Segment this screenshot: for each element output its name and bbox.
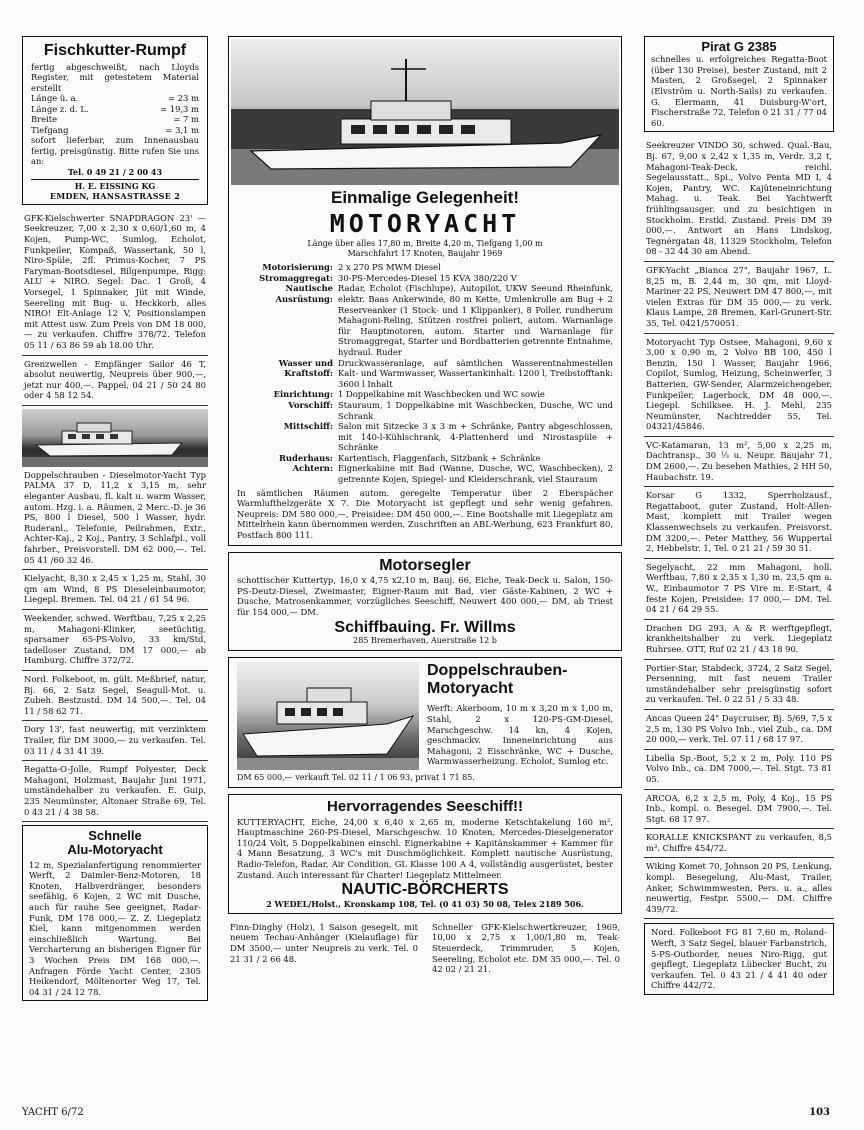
ad-sub: Länge über alles 17,80 m, Breite 4,20 m, Tiefgang 1,00 m: [307, 239, 543, 249]
ad-title: Pirat G 2385: [701, 39, 777, 54]
dims-table: [31, 93, 199, 135]
ad-price: DM 65 000,— verkauft Tel. 02 11 / 1 06 93, privat 1 71 85.: [237, 773, 475, 783]
ad-tel: Tel. 0 49 21 / 2 00 43: [67, 166, 163, 177]
ad-kicker: Einmalige Gelegenheit!: [331, 188, 519, 207]
ad-snapdragon: GFK-Kielschwerter SNAPDRAGON 23' — Seekreuzer, 7,00 x 2,30 x 0,60/1,60 m, 4 Kojen, Pump-WC, Sumlog, Echolot, Funkpeiler, Kompaß, Wassertank, 50 l, Niro-Spüle, 2fl. Primus-Kocher, 7 PS Faryman-Bootsdiesel, Bilgenpumpe, Rigg: ALU + NIRO. Segel: Dac. 1 Groß, 4 Vorsegel, 1 Spinnaker, Jüt mit Winde, Seereling mit Bug- u. Heckkorb, alles NIRO! Elt-Anlage 12 V, Positionslampen mit Attest usw. Zum Preis von DM 18 000,— zu verkaufen. Chiffre 378/72. Telefon 05 11 / 63 86 59 ab 18.00 Uhr.: [22, 210, 208, 356]
spec-label: Vorschiff:: [288, 399, 333, 410]
ad-korsar: Korsar G 1332, Sperrholzausf., Regattaboot, guter Zustand, Holt-Allen-Mast, komplett mit Trailer wegen Klassenwechsels zu verkaufen. Preisvorst. DM 3200,—. Peter Matthey, 56 Wuppertal 2, Hebbelstr. 1, Tel. 0 21 21 / 59 30 51.: [644, 487, 834, 559]
ad-dory: Dory 13', fast neuwertig, mit verzinktem Trailer, für DM 3000,— zu verkaufen. Tel. 03 11 / 4 31 41 39.: [22, 721, 208, 761]
ad-body: schnelles u. erfolgreiches Regatta-Boot (über 130 Preise), bester Zustand, mit 2 Masten, 2 Großsegel, 2 Spinnaker (Elvström u. North-Sails) zu verkaufen. G. Elermann, 41 Duisburg-W'ort, Fischerstraße 72, Telefon 0 21 31 / 77 04 60.: [651, 54, 827, 128]
dim-row: [31, 114, 199, 124]
column-right: [644, 36, 834, 1000]
ad-fischkutter: [22, 36, 208, 205]
spec-label: Nautische Ausrüstung:: [275, 283, 333, 304]
ad-koralle: KORALLE KNICKSPANT zu verkaufen, 8,5 m². Chiffre 454/72.: [644, 829, 834, 858]
spec-value: Kartentisch, Flaggenfach, Sitzbank + Schränke: [338, 452, 541, 463]
spec-label: Ruderhaus:: [278, 452, 333, 463]
ad-ostsee: Motoryacht Typ Ostsee, Mahagoni, 9,60 x 3,00 x 0,90 m, 2 Volvo BB 100, 450 l Benzin, 150 l Wasser, Baujahr 1966, Copilot, Sumlog, Heizung, Scheinwerfer, 3 Batterien, GW-Sender, Alarmzeichengeber, Funkpeiler, Lagerbock, DM 48 000,—. Liegepl. Schilksee. H. J. Mehl, 235 Neumünster, Nachtredder 55, Tel. 04321/45846.: [644, 334, 834, 437]
spec-value: Stauraum, 1 Doppelkabine mit Waschbecken, Dusche, WC und Schrank: [338, 399, 613, 421]
motoryacht-photo: [231, 39, 619, 185]
spec-value: Salon mit Sitzecke 3 x 3 m + Schränke, Pantry abgeschlossen, mit 140-l-Kühlschrank, 4-Plattenherd und Nirostaspüle + Schränke: [338, 421, 613, 453]
bottom-row: [228, 919, 622, 979]
ad-sub: Marschfahrt 17 Knoten, Baujahr 1969: [347, 249, 503, 259]
ad-kielyacht: Kielyacht, 8,30 x 2,45 x 1,25 m, Stahl, 30 qm am Wind, 8 PS Dieseleinbaumotor, Liegepl. Bremen. Tel. 04 21 / 61 54 96.: [22, 570, 208, 610]
ad-body: Nord. Folkeboot FG 81 7,60 m, Roland-Werft, 3 Satz Segel, blauer Farbanstrich, 5-PS-Outborder, neues Niro-Rigg, gut gepflegt, Liegeplatz Lübecker Bucht, zu verkaufen. Tel. 0 43 21 / 4 41 40 oder Chiffre 442/72.: [651, 927, 827, 991]
ad-portier: Portier-Star, Stabdeck, 3724, 2 Satz Segel, Persenning, mit fast neuem Trailer umständehalber sehr preisgünstig sofort zu verkaufen. Tel. 0 22 51 / 5 33 48.: [644, 660, 834, 710]
ad-body: schottischer Kuttertyp, 16,0 x 4,75 x2,10 m, Bauj. 66, Eiche, Teak-Deck u. Salon, 150-PS-Deutz-Diesel, Zweimaster, Eigner-Raum mit Bad, vier Gäste-Kabinen, 2 WC + Dusche, Matrosenkammer, vorzügliches Seeschiff, Neuwert 400 000,— DM, ab Triest für 154 000,— DM.: [237, 575, 613, 617]
ad-title: Fischkutter-Rumpf: [43, 42, 187, 59]
ad-body: Werft: Akerboom, 10 m x 3,20 m x 1,00 m, Stahl, 2 x 120-PS-GM-Diesel, Marschgeschw. 14 kn, 4 Kojen, geschmackv. Inneneinrichtung aus Mahagoni, 2 Eisschränke, WC + Dusche, Warmwasserheizung. Echolot, Sumlog etc.: [427, 703, 613, 767]
dim-row: [31, 125, 199, 135]
spec-value: 1 Doppelkabine mit Waschbecken und WC sowie: [338, 389, 545, 400]
spec-label: Wasser und Kraftstoff:: [278, 357, 333, 379]
dim-label: Breite: [31, 114, 58, 125]
spec-label: Achtern:: [292, 463, 333, 474]
spec-value: 30-PS-Mercedes-Diesel 15 KVA 380/220 V: [338, 272, 517, 283]
ad-title: Schnelle: [88, 828, 142, 844]
ad-motoryacht: [228, 36, 622, 546]
ad-footer: In sämtlichen Räumen autom. geregelte Temperatur über 2 Eberspächer Warmlufthelzgeräte X 7. Die Motoryacht ist gepflegt und sehr wenig gefahren. Neupreis: DM 580 000,—, Preisidee: DM 450 000,—. Eine Bootshalle mit Liegeplatz am Mittelrhein kann übernommen werden. Zuschriften an ABL-Werbung, 623 Frankfurt 80, Postfach 800 111.: [237, 487, 613, 541]
dim-row: [31, 104, 199, 114]
dim-label: Länge ü. a.: [31, 93, 79, 104]
ad-company: H. E. EISSING KG: [31, 179, 199, 191]
ad-title: Motorsegler: [379, 556, 471, 574]
ad-company: NAUTIC-BÖRCHERTS: [341, 881, 509, 899]
boat-photo-icon: [22, 409, 208, 467]
ad-title: Doppelschrauben-: [427, 662, 568, 680]
ad-motorsegler: [228, 552, 622, 652]
ad-title: Alu-Motoryacht: [67, 842, 163, 858]
spec-value: Druckwasseranlage, auf sämtlichen Wasserentnahmestellen Kalt- und Warmwasser, Wassertankinhalt: 1200 l, Treibstofftank: 3600 l Inhalt: [338, 357, 613, 389]
ad-seeschiff: [228, 794, 622, 914]
ad-address: 285 Bremerhaven, Auerstraße 12 b: [353, 636, 497, 646]
yacht-photo-icon: [231, 39, 619, 185]
ad-finn: Finn-Dinghy (Holz), 1 Saison gesegelt, mit neuem Techau-Anhänger (Kielauflage) für DM 3500,— unter Neupreis zu verk. Tel. 0 21 31 / 2 66 48.: [230, 921, 418, 964]
ad-title: Hervorragendes Seeschiff!!: [327, 798, 523, 816]
ad-regatta: Regatta-O-Jolle, Rumpf Polyester, Deck Mahagoni, Holzmast, Baujahr Juni 1971, umständehalber zu verkaufen. E. Guip, 235 Neumünster, Altonaer Straße 69, Tel. 0 43 21 / 4 38 58.: [22, 761, 208, 822]
ad-bianca: GFK-Yacht „Bianca 27", Baujahr 1967, L. 8,25 m, B. 2,44 m, 30 qm, mit Lloyd-Mariner 22 PS, Neuwert DM 47 800,—, mit vielen Extras für DM 35 000,— zu verk. Klaus Lampe, 28 Bremen, Karl-Grunert-Str. 35, Tel. 0421/570051.: [644, 262, 834, 334]
ad-body: KUTTERYACHT, Eiche, 24,00 x 6,40 x 2,65 m, moderne Ketschtakelung 160 m², Hauptmaschine 260-PS-Diesel, Marschgeschw. 10 Knoten, Mercedes-Dieselgenerator 110/24 Volt, 5 Doppelkabinen einschl. Eignerkabine + Kapitänskammer + Kammer für 4 Mann Besatzung, 3 WC's mit Duschmöglichkeit. Komplett nautische Ausrüstung, Radio-Telefon, Radar, Air Condition, GL Klasse 100 A 4, vollständig ausgerüstet, bester Zustand. Auch interessant für Charter! Liegeplatz Mittelmeer.: [237, 816, 613, 880]
ad-address: EMDEN, HANSASTRASSE 2: [49, 190, 181, 201]
dim-row: [31, 93, 199, 103]
dim-value: = 23 m: [168, 93, 199, 104]
ad-body: sofort lieferbar, zum Innenausbau fertig, preisgünstig. Bitte rufen Sie uns an:: [31, 135, 199, 167]
ad-nordfolke: [644, 923, 834, 995]
spec-label: Stromaggregat:: [259, 272, 333, 283]
dim-value: = 7 m: [173, 114, 199, 125]
spec-value: Radar, Echolot (Fischlupe), Autopilot, UKW Seeund Rheinfunk, elektr. Baas Ankerwinde, 80 m Kette, Umlenkrolle am Bug + 2 Reserveanker (1 Stock- und 1 Klippanker), 8 Poller, rundherum Mahagoni-Reling, Stützen rostfrei poliert, autom. Warnanlage für Hauptmotoren, autom. Starter und Warnanlage für Stromaggregat, Starter und Bordbatterien getrennte Entnahme, hydraul. Ruder: [338, 283, 613, 357]
dim-value: = 19,3 m: [160, 103, 199, 114]
ad-address: 2 WEDEL/Holst., Kronskamp 108, Tel. (0 41 03) 50 08, Telex 2189 506.: [266, 898, 584, 909]
ad-wiking: Wiking Komet 70, Johnson 20 PS, Lenkung, kompl. Besegelung, Alu-Mast, Trailer, Anker, Schwimmwesten, Pers. u. a., alles neuwertig, Festpr. 5500,— DM. Chiffre 439/72.: [644, 858, 834, 919]
ad-doppelschrauben: [228, 657, 622, 788]
column-left: [22, 36, 208, 1006]
spec-label: Mittschiff:: [283, 421, 333, 432]
ad-title: MOTORYACHT: [329, 208, 521, 238]
ad-pirat: [644, 36, 834, 132]
spec-value: Eignerkabine mit Bad (Wanne, Dusche, WC, Waschbecken), 2 getrennte Kojen, Spiegel- und Kleiderschrank, viel Stauraum: [338, 463, 613, 485]
ad-ancas: Ancas Queen 24" Daycruiser, Bj. 5/69, 7,5 x 2,5 m, 130 PS Volvo Inb., viel Zub., ca. DM 20 000,— verk. Tel. 07 11 / 68 17 97.: [644, 710, 834, 750]
spec-label: Einrichtung:: [273, 389, 333, 400]
doppel-photo: [237, 662, 419, 770]
ad-intro: fertig abgeschweißt, nach Lloyds Register, mit getestetem Material erstellt: [31, 61, 199, 93]
boat-photo-icon: [237, 662, 419, 770]
ad-body: 12 m, Spezialanfertigung renommierter Werft, 2 Daimler-Benz-Motoren, 18 Knoten, Halbverdränger, besonders seefähig, 6 Kojen, 2 WC mit Dusche, auch für rauhe See geeignet, Radar-Funk, DM 178 000,— Z. Z. Liegeplatz Kiel, kann mitgenommen werden einschließlich Wartung. Bei Vercharterung an bisherigen Eigner für 3 Wochen Preis DM 168 000,—. Anfragen Förde Yacht Center, 2305 Heikendorf, Möltenorter Weg 17, Tel. 04 31 / 24 12 78.: [29, 859, 201, 997]
ad-libella: Libella Sp.-Boot, 5,2 x 2 m, Poly. 110 PS Volvo Inb., ca. DM 7000,—. Tel. Stgt. 73 81 05.: [644, 750, 834, 790]
dim-value: = 3,1 m: [165, 124, 199, 135]
specs-table: [237, 262, 613, 484]
dim-label: Tiefgang: [31, 124, 69, 135]
ad-weekender: Weekender, schwed. Werftbau, 7,25 x 2,25 m, Mahagoni-Klinker, seetüchtig, sparsamer 65-PS-Volvo, 33 km/Std, tadelloser Zustand, DM 17 000,— ab Hamburg. Chiffre 372/72.: [22, 610, 208, 671]
ad-company: Schiffbauing. Fr. Willms: [334, 618, 516, 636]
palma-photo: [22, 409, 208, 467]
ad-title: Motoryacht: [427, 679, 514, 697]
ad-schnelle: [22, 825, 208, 1001]
spec-value: 2 x 270 PS MWM Diesel: [338, 262, 441, 273]
ad-segelyacht: Segelyacht, 22 mm Mahagoni, holl. Werftbau, 7,80 x 2,35 x 1,30 m, 23,5 qm a. W., Einbaumotor 7 PS Vire m. E-Start, 4 feste Kojen, Preisidee: 17 000,— DM. Tel. 04 21 / 64 29 55.: [644, 559, 834, 620]
ad-palma: Doppelschrauben - Dieselmotor-Yacht Typ PALMA 37 D, 11,2 x 3,15 m, sehr eleganter Ausbau, fl. kalt u. warm Wasser, autom. Hzg. i. a. Räumen, 2 Merc.-D. je 36 PS, 800 l Diesel, 500 l Wasser, hydr. Ruderanl., Telefonie, Peilrahmen, Extr., Achter-Kaj., 2 Koj., Pantry, 3 Schlafpl., voll fahrber., Preisvorstell. DM 62 000,—. Tel. 05 41 /60 32 46.: [22, 467, 208, 570]
ad-arcoa: ARCOA, 6,2 x 2,5 m, Poly, 4 Koj., 15 PS Inb., kompl. o. Besegel. DM 7900,—. Tel. Stgt. 68 17 97.: [644, 790, 834, 830]
ad-drachen: Drachen DG 293, A & R werftgepflegt, krankheitshalber zu verk. Liegeplatz Ruhrsee. OTT, Ruf 02 21 / 43 18 90.: [644, 620, 834, 660]
column-middle: [228, 36, 622, 979]
ad-vindo: Seekreuzer VINDO 30, schwed. Qual.-Bau, Bj. 67, 9,00 x 2,42 x 1,35 m, Verdr. 3,2 t, Mahagoni-Teak-Deck, reichl. Segelausstatt., Spi., Volvo Penta MD I, 4 Kojen, Pantry, WC. Kajüteneinrichtung Mahag. u. Teak. Bei Yachtwerft frühlingsausger. und zu besichtigen in Stockholm. Erstkl. Zustand. Preis DM 39 000,—. Antwort an Hans Lindskog, Tegnérgatan 48, 11329 Stockholm, Telefon 08 - 32 44 30 am Abend.: [644, 137, 834, 262]
dim-label: Länge z. d. L.: [31, 103, 89, 114]
ad-katamaran: VC-Katamaran, 13 m², 5,00 x 2,25 m, Dachtransp., 30 ⅓ u. Neupr. Baujahr 71, DM 2600,—. Zu besehen Mathies, 2 HH 50, Haubachstr. 19.: [644, 437, 834, 487]
spec-label: Motorisierung:: [262, 262, 333, 273]
ad-sailor: Grenzwellen - Empfänger Sailor 46 T, absolut neuwertig, Neupreis über 900,—, jetzt nur 400,—. Pappel, 04 21 / 50 24 80 oder 4 58 12 54.: [22, 356, 208, 406]
page-number: 103: [809, 1107, 830, 1118]
footer-left: YACHT 6/72: [22, 1107, 84, 1118]
ad-folkeboot: Nord. Folkeboot, m. gült. Meßbrief, natur, Bj. 66, 2 Satz Segel, Seagull-Mot. u. Zubeh. Bestzustd. DM 14 500,—. Tel. 04 11 / 58 62 71.: [22, 671, 208, 721]
ad-schneller: Schneller GFK-Kielschwertkreuzer, 1969, 10,00 x 2,75 x 1,00/1,80 m, Teak-Steuerdeck, Trimmruder, 5 Kojen, Seereling, Echolot etc. DM 35 000,—. Tel. 0 42 02 / 21 21.: [432, 921, 620, 975]
